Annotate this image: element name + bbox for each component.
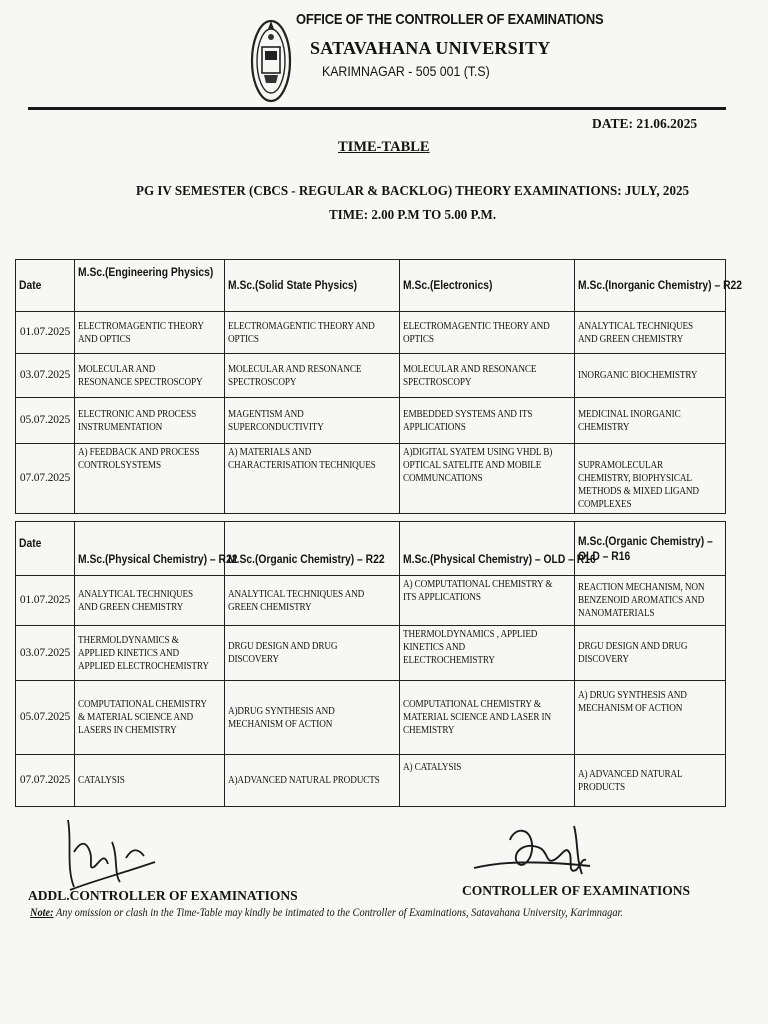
subject-cell: EMBEDDED SYSTEMS AND ITS APPLICATIONS — [400, 398, 575, 444]
subject-cell: CATALYSIS — [75, 755, 225, 807]
exam-time: TIME: 2.00 P.M TO 5.00 P.M. — [329, 208, 497, 223]
column-header-date: Date — [16, 260, 75, 312]
column-header: M.Sc.(Physical Chemistry) – OLD – R16 — [400, 522, 575, 576]
subject-cell: ELECTROMAGENTIC THEORY AND OPTICS — [400, 312, 575, 354]
subject-cell: A) DRUG SYNTHESIS AND MECHANISM OF ACTION — [575, 681, 726, 755]
controller-label: CONTROLLER OF EXAMINATIONS — [462, 883, 691, 898]
university-seal-logo — [250, 11, 292, 107]
table-row — [16, 398, 726, 444]
subject-cell: MOLECULAR AND RESONANCE SPECTROSCOPY — [400, 354, 575, 398]
subject-cell: THERMOLDYNAMICS , APPLIED KINETICS AND ELECTROCHEMISTRY — [400, 626, 575, 681]
note-label: Note: — [30, 907, 54, 919]
subject-cell: COMPUTATIONAL CHEMISTRY & MATERIAL SCIENCE AND LASERS IN CHEMISTRY — [75, 681, 225, 755]
subject-cell: ELECTROMAGENTIC THEORY AND OPTICS — [75, 312, 225, 354]
controller-signature — [470, 820, 610, 890]
addl-controller-label: ADDL.CONTROLLER OF EXAMINATIONS — [28, 888, 298, 903]
column-header: M.Sc.(Physical Chemistry) – R22 — [75, 522, 225, 576]
subject-cell: ANALYTICAL TECHNIQUES AND GREEN CHEMISTRY — [225, 576, 400, 626]
column-header: M.Sc.(Organic Chemistry) – OLD – R16 — [575, 522, 726, 576]
subject-cell: MAGENTISM AND SUPERCONDUCTIVITY — [225, 398, 400, 444]
table-row — [16, 354, 726, 398]
subject-cell: DRGU DESIGN AND DRUG DISCOVERY — [225, 626, 400, 681]
exam-date-cell: 03.07.2025 — [16, 354, 75, 398]
subject-cell: MOLECULAR AND RESONANCE SPECTROSCOPY — [75, 354, 225, 398]
exam-title: PG IV SEMESTER (CBCS - REGULAR & BACKLOG) THEORY EXAMINATIONS: JULY, 2025 — [136, 184, 689, 199]
column-header: M.Sc.(Engineering Physics) — [75, 260, 225, 312]
timetable-chemistry — [15, 521, 726, 807]
exam-date-cell: 05.07.2025 — [16, 398, 75, 444]
subject-cell: A) MATERIALS AND CHARACTERISATION TECHNIQUES — [225, 444, 400, 514]
table-row — [16, 576, 726, 626]
footer-note — [30, 907, 623, 919]
table-row — [16, 444, 726, 514]
subject-cell: MOLECULAR AND RESONANCE SPECTROSCOPY — [225, 354, 400, 398]
exam-date-cell: 07.07.2025 — [16, 755, 75, 807]
column-header: M.Sc.(Electronics) — [400, 260, 575, 312]
subject-cell: A) FEEDBACK AND PROCESS CONTROLSYSTEMS — [75, 444, 225, 514]
exam-date-cell: 03.07.2025 — [16, 626, 75, 681]
table-row — [16, 755, 726, 807]
table-row — [16, 681, 726, 755]
note-text: Any omission or clash in the Time-Table may kindly be intimated to the Controller of Examinations, Satavahana University, Karimnagar. — [53, 907, 623, 919]
subject-cell: INORGANIC BIOCHEMISTRY — [575, 354, 726, 398]
column-header: M.Sc.(Organic Chemistry) – R22 — [225, 522, 400, 576]
subject-cell: REACTION MECHANISM, NON BENZENOID AROMATICS AND NANOMATERIALS — [575, 576, 726, 626]
subject-cell: A) COMPUTATIONAL CHEMISTRY & ITS APPLICATIONS — [400, 576, 575, 626]
column-header: M.Sc.(Inorganic Chemistry) – R22 — [575, 260, 726, 312]
subject-cell: COMPUTATIONAL CHEMISTRY & MATERIAL SCIENCE AND LASER IN CHEMISTRY — [400, 681, 575, 755]
subject-cell: MEDICINAL INORGANIC CHEMISTRY — [575, 398, 726, 444]
university-name: SATAVAHANA UNIVERSITY — [310, 38, 551, 58]
subject-cell: A) ADVANCED NATURAL PRODUCTS — [575, 755, 726, 807]
subject-cell: A)DIGITAL SYATEM USING VHDL B) OPTICAL SATELITE AND MOBILE COMMUNCATIONS — [400, 444, 575, 514]
subject-cell: ANALYTICAL TECHNIQUES AND GREEN CHEMISTRY — [75, 576, 225, 626]
document-title: TIME-TABLE — [338, 139, 430, 155]
subject-cell: A) CATALYSIS — [400, 755, 575, 807]
document-date: DATE: 21.06.2025 — [592, 116, 698, 131]
subject-cell: SUPRAMOLECULAR CHEMISTRY, BIOPHYSICAL METHODS & MIXED LIGAND COMPLEXES — [575, 444, 726, 514]
table-row — [16, 626, 726, 681]
subject-cell: A)DRUG SYNTHESIS AND MECHANISM OF ACTION — [225, 681, 400, 755]
subject-cell: ELECTRONIC AND PROCESS INSTRUMENTATION — [75, 398, 225, 444]
timetable-physics-electronics — [15, 259, 743, 514]
subject-cell: DRGU DESIGN AND DRUG DISCOVERY — [575, 626, 726, 681]
column-header-date: Date — [16, 522, 75, 576]
exam-date-cell: 01.07.2025 — [16, 312, 75, 354]
subject-cell: ANALYTICAL TECHNIQUES AND GREEN CHEMISTRY — [575, 312, 726, 354]
header-divider — [28, 107, 726, 110]
column-header: M.Sc.(Solid State Physics) — [225, 260, 400, 312]
subject-cell: THERMOLDYNAMICS & APPLIED KINETICS AND APPLIED ELECTROCHEMISTRY — [75, 626, 225, 681]
table-header-row — [16, 522, 726, 576]
table-header-row — [16, 260, 726, 312]
university-address: KARIMNAGAR - 505 001 (T.S) — [322, 63, 490, 79]
subject-cell: A)ADVANCED NATURAL PRODUCTS — [225, 755, 400, 807]
office-heading: OFFICE OF THE CONTROLLER OF EXAMINATIONS — [296, 11, 604, 28]
exam-date-cell: 01.07.2025 — [16, 576, 75, 626]
exam-date-cell: 05.07.2025 — [16, 681, 75, 755]
table-row — [16, 312, 726, 354]
subject-cell: ELECTROMAGENTIC THEORY AND OPTICS — [225, 312, 400, 354]
exam-date-cell: 07.07.2025 — [16, 444, 75, 514]
